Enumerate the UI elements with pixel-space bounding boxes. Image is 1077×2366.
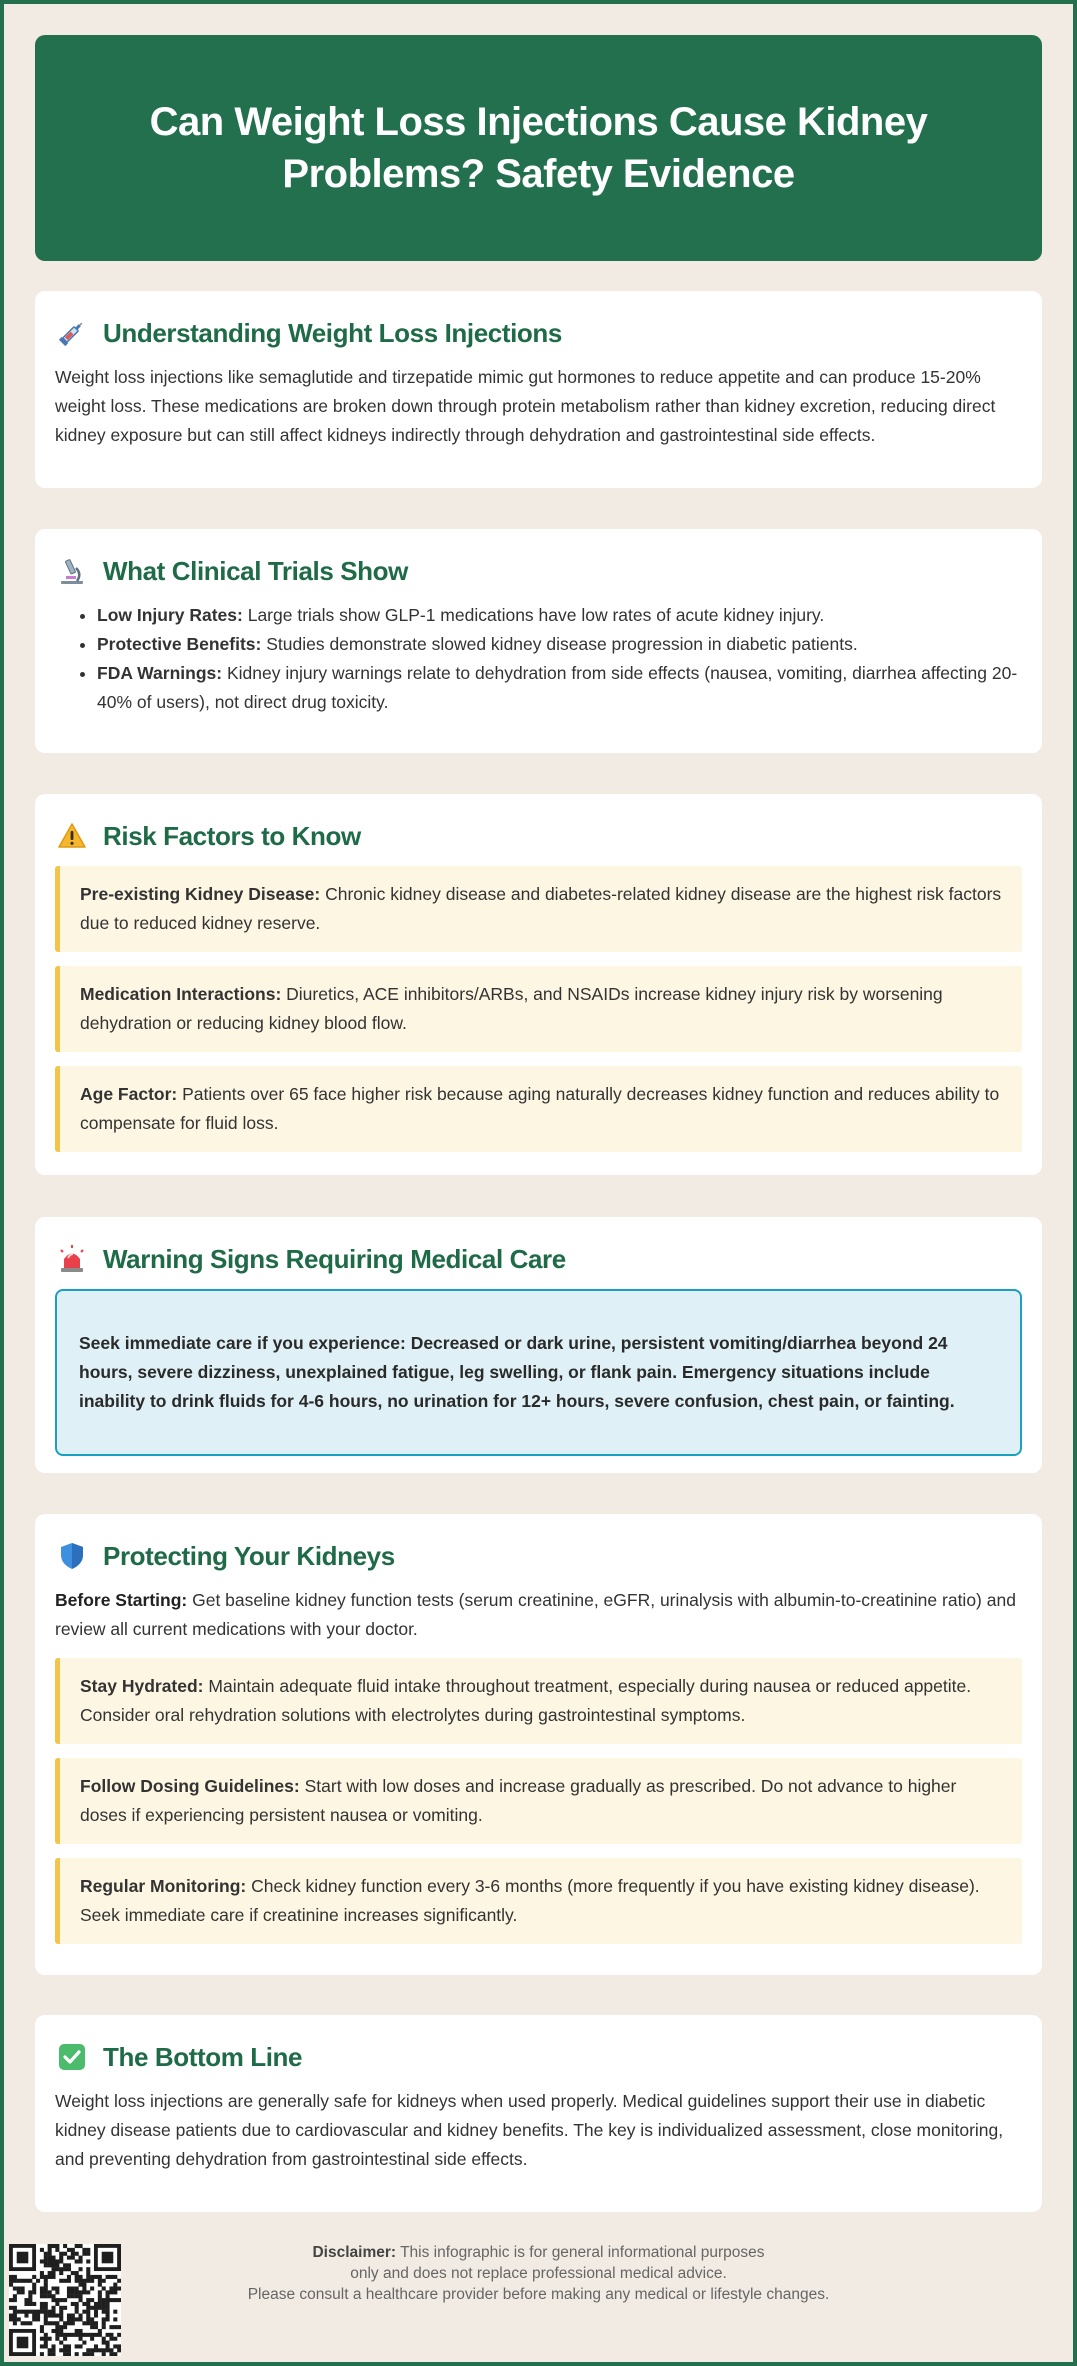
trials-heading [55,553,1022,589]
bottom-line-heading [55,2039,1022,2075]
page-title: Can Weight Loss Injections Cause Kidney Problems? Safety Evidence [149,100,928,196]
list-item: • FDA Warnings: Kidney injury warnings relate to dehydration from side effects (nausea, vomiting, diarrhea affecting 20-40% of users), not direct drug toxicity. [97,659,1022,717]
bottom-line-text: Weight loss injections are generally safe for kidneys when used properly. Medical guidelines support their use in diabetic kidney disease patients due to cardiovascular and kidney benefits. The key is individualized assessment, close monitoring, and preventing dehydration from gastrointestinal side effects. [55,2091,1004,2169]
qr-code[interactable] [9,2244,121,2356]
protect-note-dosing: Follow Dosing Guidelines: Start with low doses and increase gradually as prescribed. Do not advance to higher doses if experiencing persistent nausea or vomiting. [55,1758,1022,1844]
siren-icon [55,1242,89,1276]
bottom-line-title: The Bottom Line [103,2041,303,2072]
risk-note-interactions: Medication Interactions: Diuretics, ACE inhibitors/ARBs, and NSAIDs increase kidney injury risk by worsening dehydration or reducing kidney blood flow. [55,966,1022,1052]
trials-card [35,529,1042,753]
disclaimer-label: Disclaimer: [312,2244,397,2261]
syringe-icon [55,316,89,350]
understanding-title: Understanding Weight Loss Injections [103,317,562,348]
warning-card [35,1217,1042,1473]
trials-list [97,601,1022,717]
risk-note-kidney-disease: Pre-existing Kidney Disease: Chronic kidney disease and diabetes-related kidney disease are the highest risk factors due to reduced kidney reserve. [55,866,1022,952]
protecting-intro: Before Starting: Get baseline kidney function tests (serum creatinine, eGFR, urinalysis with albumin-to-creatinine ratio) and review all current medications with your doctor. [55,1590,1016,1639]
disclaimer: Disclaimer: This infographic is for general informational purposes only and does not replace professional medical advice. Please consult a healthcare provider before making any medical or lifestyle changes. [247,2244,830,2303]
risk-note-age: Age Factor: Patients over 65 face higher risk because aging naturally decreases kidney function and reduces ability to compensate for fluid loss. [55,1066,1022,1152]
checkmark-icon [55,2040,89,2074]
protecting-card [35,1514,1042,1975]
protect-note-hydration: Stay Hydrated: Maintain adequate fluid intake throughout treatment, especially during nausea or reduced appetite. Consider oral rehydration solutions with electrolytes during gastrointestinal symptoms. [55,1658,1022,1744]
risks-card [35,794,1042,1175]
risks-heading [55,818,1022,854]
risks-title: Risk Factors to Know [103,820,361,851]
protecting-heading [55,1538,1022,1574]
list-item: • Low Injury Rates: Large trials show GLP-1 medications have low rates of acute kidney injury. [97,601,1022,630]
understanding-card [35,291,1042,488]
warning-alert: Seek immediate care if you experience: Decreased or dark urine, persistent vomiting/diarrhea beyond 24 hours, severe dizziness, unexplained fatigue, leg swelling, or flank pain. Emergency situations include inability to drink fluids for 4-6 hours, no urination for 12+ hours, severe confusion, chest pain, or fainting. [55,1289,1022,1456]
protect-note-monitoring: Regular Monitoring: Check kidney function every 3-6 months (more frequently if you have existing kidney disease). Seek immediate care if creatinine increases significantly. [55,1858,1022,1944]
understanding-heading [55,315,1022,351]
warning-heading [55,1241,1022,1277]
page-header [35,35,1042,261]
trials-title: What Clinical Trials Show [103,555,408,586]
list-item: • Protective Benefits: Studies demonstrate slowed kidney disease progression in diabetic patients. [97,630,1022,659]
protecting-title: Protecting Your Kidneys [103,1540,395,1571]
warning-icon [55,819,89,853]
shield-icon [55,1539,89,1573]
bottom-line-card [35,2015,1042,2212]
microscope-icon [55,554,89,588]
warning-title: Warning Signs Requiring Medical Care [103,1243,566,1274]
understanding-text: Weight loss injections like semaglutide and tirzepatide mimic gut hormones to reduce appetite and can produce 15-20% weight loss. These medications are broken down through protein metabolism rather than kidney excretion, reducing direct kidney exposure but can still affect kidneys indirectly through dehydration and gastrointestinal side effects. [55,367,996,445]
